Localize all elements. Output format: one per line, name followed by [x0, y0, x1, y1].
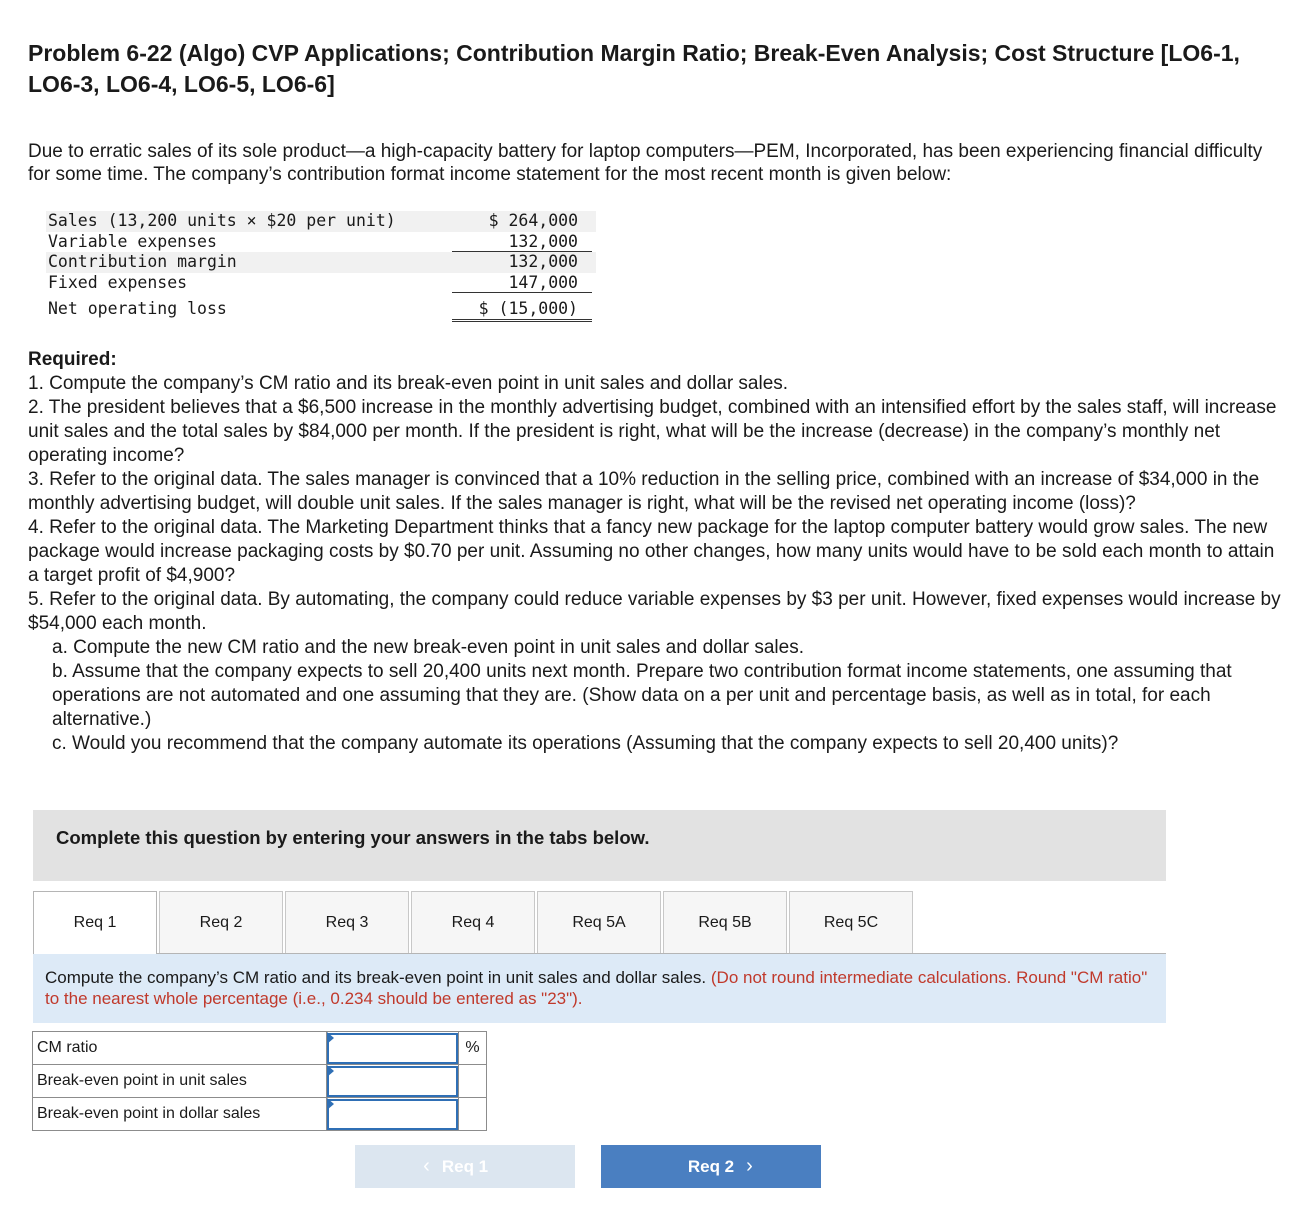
income-value: 147,000 [452, 273, 592, 294]
input-flag-icon [327, 1032, 334, 1044]
chevron-right-icon: › [746, 1155, 753, 1177]
required-item-4: 4. Refer to the original data. The Marketing Department thinks that a fancy new package for the laptop computer battery would grow sales. The new package would increase packaging costs by $0.70 per unit. Assuming no other changes, how many units would have to be sold each month to attain a target profit of $4,900? [28, 517, 1275, 586]
tab-req-5a[interactable]: Req 5A [537, 891, 661, 953]
instruction-main: Compute the company’s CM ratio and its break-even point in unit sales and dollar sales. [45, 968, 707, 987]
answer-label: Break-even point in dollar sales [33, 1098, 327, 1131]
answer-row-breakeven-dollars [33, 1098, 487, 1131]
answer-cell [327, 1065, 459, 1098]
breakeven-units-input[interactable] [327, 1066, 458, 1097]
tab-req-3[interactable]: Req 3 [285, 891, 409, 953]
income-label: Variable expenses [48, 231, 217, 251]
required-sub-c: c. Would you recommend that the company automate its operations (Assuming that the company expects to sell 20,400 units)? [52, 733, 1119, 754]
income-value: 132,000 [452, 232, 592, 253]
instruction-note: (Do not round intermediate calculations. Round "CM ratio" to the nearest whole percentage (i.e., 0.234 should be entered as "23"). [45, 968, 1148, 1008]
income-label: Fixed expenses [48, 272, 188, 292]
next-req-label: Req 2 [687, 1156, 735, 1176]
next-req-button[interactable] [601, 1145, 821, 1188]
tab-req-1[interactable]: Req 1 [33, 891, 157, 954]
unit-cell [459, 1098, 487, 1131]
problem-title: Problem 6-22 (Algo) CVP Applications; Contribution Margin Ratio; Break-Even Analysis; Cost Structure [LO6-1, LO6-3, LO6-4, LO6-5, LO6-6] [28, 40, 1240, 97]
tab-req-2[interactable]: Req 2 [159, 891, 283, 953]
input-flag-icon [327, 1065, 334, 1077]
answer-cell [327, 1098, 459, 1131]
required-item-2: 2. The president believes that a $6,500 increase in the monthly advertising budget, combined with an intensified effort by the sales staff, will increase unit sales and the total sales by $84,000 per month. If the president is right, what will be the increase (decrease) in the company’s monthly net operating income? [28, 397, 1277, 466]
tab-req-4[interactable]: Req 4 [411, 891, 535, 953]
chevron-left-icon: ‹ [423, 1155, 430, 1177]
required-item-1: 1. Compute the company’s CM ratio and its break-even point in unit sales and dollar sales. [28, 373, 789, 394]
tab-req-5c[interactable]: Req 5C [789, 891, 913, 953]
question-instruction [33, 954, 1166, 1023]
answer-label: Break-even point in unit sales [33, 1065, 327, 1098]
answer-row-cm-ratio [33, 1032, 487, 1065]
banner-text: Complete this question by entering your answers in the tabs below. [56, 827, 650, 848]
tab-req-5b[interactable]: Req 5B [663, 891, 787, 953]
required-item-3: 3. Refer to the original data. The sales manager is convinced that a 10% reduction in the selling price, combined with an increase of $34,000 in the monthly advertising budget, will double unit sales. If the sales manager is right, what will be the revised net operating income (loss)? [28, 469, 1260, 514]
required-sub-a: a. Compute the new CM ratio and the new break-even point in unit sales and dollar sales. [52, 637, 804, 658]
answer-label: CM ratio [33, 1032, 327, 1065]
income-row-cm [46, 252, 596, 273]
income-row-sales [46, 211, 596, 232]
answer-cell [327, 1032, 459, 1065]
answer-table [32, 1031, 487, 1131]
income-label: Sales (13,200 units × $20 per unit) [48, 211, 396, 230]
required-section [28, 348, 1288, 756]
income-value: $ (15,000) [452, 298, 592, 322]
income-value: $ 264,000 [488, 211, 578, 230]
prev-req-label: Req 1 [441, 1156, 489, 1176]
income-value: 132,000 [508, 252, 578, 271]
income-label: Contribution margin [48, 252, 237, 271]
required-item-5: 5. Refer to the original data. By automating, the company could reduce variable expenses by $3 per unit. However, fixed expenses would increase by $54,000 each month. [28, 589, 1281, 634]
income-label: Net operating loss [48, 299, 227, 318]
income-statement [46, 211, 596, 322]
req-tabs [33, 891, 1166, 954]
prev-req-button[interactable] [355, 1145, 575, 1188]
breakeven-dollars-input[interactable] [327, 1099, 458, 1130]
input-flag-icon [327, 1098, 334, 1110]
income-row-variable [46, 232, 596, 253]
required-heading: Required: [28, 349, 117, 370]
income-row-net [46, 298, 596, 322]
percent-unit: % [459, 1032, 487, 1065]
income-row-fixed [46, 273, 596, 294]
required-sub-b: b. Assume that the company expects to sell 20,400 units next month. Prepare two contribution format income statements, one assuming that operations are not automated and one assuming that they are. (Show data on a per unit and percentage basis, as well as in total, for each alternative.) [52, 661, 1232, 730]
answer-row-breakeven-units [33, 1065, 487, 1098]
unit-cell [459, 1065, 487, 1098]
instructions-banner [33, 810, 1166, 881]
problem-intro: Due to erratic sales of its sole product—a high-capacity battery for laptop computers—PEM, Incorporated, has been experiencing financial difficulty for some time. The company’s contribution format income statement for the most recent month is given below: [28, 141, 1263, 185]
cm-ratio-input[interactable] [327, 1033, 458, 1064]
